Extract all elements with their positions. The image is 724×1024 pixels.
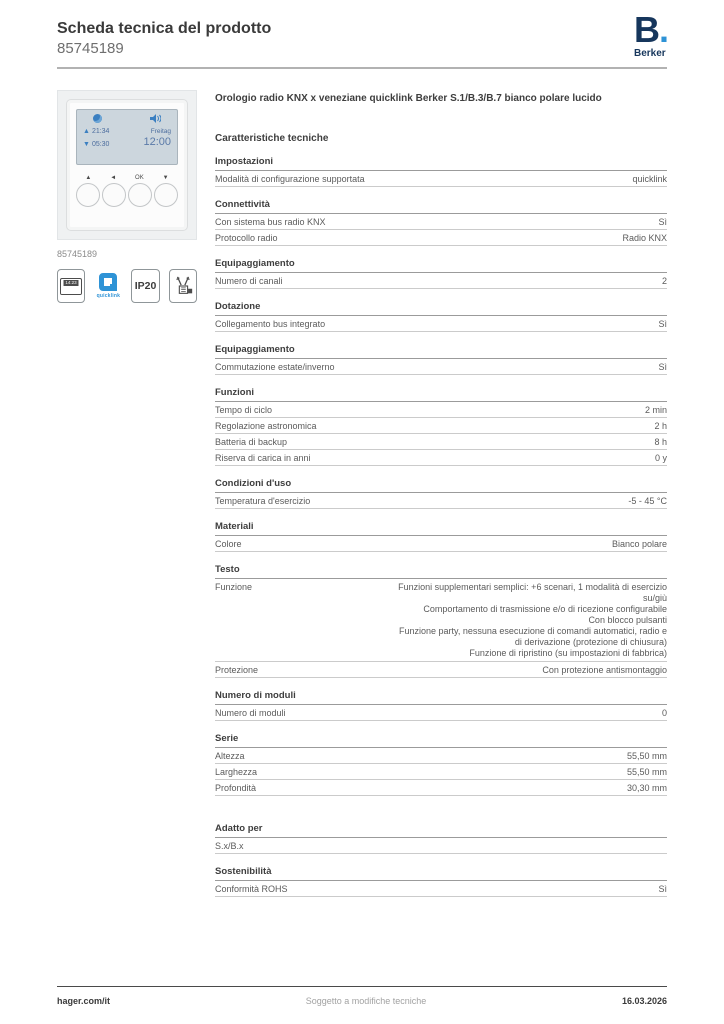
section-heading: Connettività	[215, 199, 667, 214]
claw-mounting-icon	[172, 275, 194, 297]
spec-label: S.x/B.x	[215, 840, 244, 851]
spec-label: Profondità	[215, 782, 257, 793]
spec-label: Protocollo radio	[215, 232, 278, 243]
spec-section	[215, 690, 667, 721]
footer-disclaimer: Soggetto a modifiche tecniche	[305, 996, 427, 1006]
spec-label: Batteria di backup	[215, 436, 288, 447]
spec-value-line: Funzione party, nessuna esecuzione di comandi automatici, radio e	[399, 625, 667, 636]
spec-row	[215, 418, 667, 434]
spec-label: Temperatura d'esercizio	[215, 495, 311, 506]
spec-value: -5 - 45 °C	[628, 495, 667, 506]
product-number: 85745189	[57, 40, 124, 57]
section-heading: Funzioni	[215, 387, 667, 402]
key-button	[128, 183, 152, 207]
footer-date: 16.03.2026	[621, 996, 667, 1006]
device-lcd-screen	[76, 109, 178, 165]
spec-label: Tempo di ciclo	[215, 404, 273, 415]
spec-row	[215, 780, 667, 796]
spec-value: Radio KNX	[622, 232, 667, 243]
quicklink-label: quicklink	[96, 293, 121, 299]
spec-value: Con protezione antismontaggio	[542, 664, 667, 675]
spec-label: Conformità ROHS	[215, 883, 288, 894]
page-title: Scheda tecnica del prodotto	[57, 20, 272, 37]
spec-section	[215, 866, 667, 897]
ip-rating-label: IP20	[134, 280, 157, 292]
section-heading: Serie	[215, 733, 667, 748]
key-up-icon: ▲	[85, 175, 92, 181]
spec-row	[215, 764, 667, 780]
lcd-current-time: 12:00	[143, 136, 171, 148]
spec-section	[215, 823, 667, 854]
spec-section	[215, 258, 667, 289]
astro-clock-icon	[93, 114, 102, 123]
spec-row	[215, 434, 667, 450]
claw-mounting-badge	[169, 269, 197, 303]
spec-row	[215, 450, 667, 466]
section-heading: Condizioni d'uso	[215, 478, 667, 493]
spec-row	[215, 359, 667, 375]
spec-value: Sì	[658, 883, 667, 894]
spec-section	[215, 301, 667, 332]
spec-row	[215, 493, 667, 509]
key-button	[76, 183, 100, 207]
timer-display-icon: 14:23	[60, 278, 82, 295]
spec-value-line: Funzioni supplementari semplici: +6 scenari, 1 modalità di esercizio	[398, 581, 667, 592]
key-button	[102, 183, 126, 207]
key-symbols	[76, 175, 178, 181]
spec-sections	[215, 156, 667, 897]
lcd-down-time: ▼ 05:30	[83, 141, 110, 148]
timer-display-badge	[57, 269, 85, 303]
header-divider	[57, 67, 667, 69]
spec-value: 0	[661, 707, 667, 718]
spec-value-line: Funzione di ripristino (su impostazioni di fabbrica)	[469, 647, 667, 658]
footer-website-link[interactable]: hager.com/it	[57, 996, 111, 1006]
spec-label: Commutazione estate/inverno	[215, 361, 335, 372]
spec-section	[215, 521, 667, 552]
section-heading: Sostenibilità	[215, 866, 667, 881]
spec-value: 8 h	[654, 436, 667, 447]
key-button	[154, 183, 178, 207]
product-image-caption: 85745189	[57, 249, 98, 259]
section-heading: Materiali	[215, 521, 667, 536]
spec-section	[215, 199, 667, 246]
spec-label: Riserva di carica in anni	[215, 452, 311, 463]
feature-badges	[57, 269, 197, 303]
spec-value	[398, 582, 667, 659]
spec-label: Collegamento bus integrato	[215, 318, 326, 329]
spec-label: Modalità di configurazione supportata	[215, 173, 365, 184]
product-media-column	[57, 90, 197, 303]
spec-row	[215, 230, 667, 246]
berker-logo-mark	[634, 9, 696, 50]
section-heading: Dotazione	[215, 301, 667, 316]
spec-row	[215, 402, 667, 418]
spec-row	[215, 273, 667, 289]
spec-value: Sì	[658, 216, 667, 227]
spec-value: Sì	[658, 361, 667, 372]
spec-row	[215, 579, 667, 662]
spec-section	[215, 564, 667, 678]
speaker-icon	[150, 114, 161, 123]
spec-value: 0 y	[654, 452, 667, 463]
down-arrow-icon: ▼	[83, 141, 90, 148]
product-title: Orologio radio KNX x veneziane quicklink Berker S.1/B.3/B.7 bianco polare lucido	[215, 93, 602, 104]
up-arrow-icon: ▲	[83, 128, 90, 135]
device-illustration	[66, 99, 188, 231]
section-heading: Numero di moduli	[215, 690, 667, 705]
spec-value: quicklink	[632, 173, 667, 184]
spec-value-line: di derivazione (protezione di chiusura)	[514, 636, 667, 647]
spec-label: Larghezza	[215, 766, 258, 777]
product-image	[57, 90, 197, 240]
logo-letter: B	[634, 9, 659, 50]
document-header	[57, 20, 271, 57]
spec-value: 55,50 mm	[626, 766, 667, 777]
spec-label: Altezza	[215, 750, 245, 761]
page-footer	[57, 986, 667, 1006]
spec-section	[215, 478, 667, 509]
lcd-up-time: ▲ 21:34	[83, 128, 110, 135]
spec-value: 2 min	[644, 404, 667, 415]
section-heading: Testo	[215, 564, 667, 579]
spec-label: Protezione	[215, 664, 259, 675]
tech-characteristics-title: Caratteristiche tecniche	[215, 132, 329, 144]
spec-row	[215, 705, 667, 721]
berker-logo	[634, 9, 696, 59]
section-heading: Equipaggiamento	[215, 344, 667, 359]
device-keys	[76, 175, 178, 207]
key-back-icon: ◄	[110, 175, 117, 181]
spec-column	[215, 92, 667, 897]
logo-wordmark: Berker	[634, 48, 666, 59]
spec-value: 2	[661, 275, 667, 286]
spec-label: Regolazione astronomica	[215, 420, 317, 431]
logo-dot: .	[659, 9, 670, 50]
spec-row	[215, 662, 667, 678]
quicklink-badge	[94, 269, 122, 303]
section-heading: Impostazioni	[215, 156, 667, 171]
key-down-icon: ▼	[162, 175, 169, 181]
spec-label: Con sistema bus radio KNX	[215, 216, 326, 227]
spec-row	[215, 536, 667, 552]
spec-section	[215, 387, 667, 466]
quicklink-icon	[99, 273, 117, 291]
spec-row	[215, 748, 667, 764]
spec-row	[215, 214, 667, 230]
spec-row	[215, 881, 667, 897]
spec-value-line: Comportamento di trasmissione e/o di ricezione configurabile	[423, 603, 667, 614]
spec-value: Sì	[658, 318, 667, 329]
spec-value: 30,30 mm	[626, 782, 667, 793]
spec-value-line: su/giù	[642, 592, 667, 603]
spec-label: Funzione	[215, 581, 253, 592]
spec-row	[215, 171, 667, 187]
spec-label: Colore	[215, 538, 242, 549]
section-heading: Adatto per	[215, 823, 667, 838]
spec-row	[215, 316, 667, 332]
spec-value: 55,50 mm	[626, 750, 667, 761]
spec-section	[215, 344, 667, 375]
key-ok-label: OK	[135, 175, 144, 181]
lcd-day: Freitag	[150, 128, 171, 135]
spec-section	[215, 733, 667, 796]
spec-value: Bianco polare	[611, 538, 667, 549]
spec-value: 2 h	[654, 420, 667, 431]
spec-label: Numero di canali	[215, 275, 283, 286]
spec-value-line: Con blocco pulsanti	[588, 614, 667, 625]
spec-label: Numero di moduli	[215, 707, 286, 718]
section-heading: Equipaggiamento	[215, 258, 667, 273]
spec-row	[215, 838, 667, 854]
spec-section	[215, 156, 667, 187]
ip-rating-badge	[131, 269, 159, 303]
